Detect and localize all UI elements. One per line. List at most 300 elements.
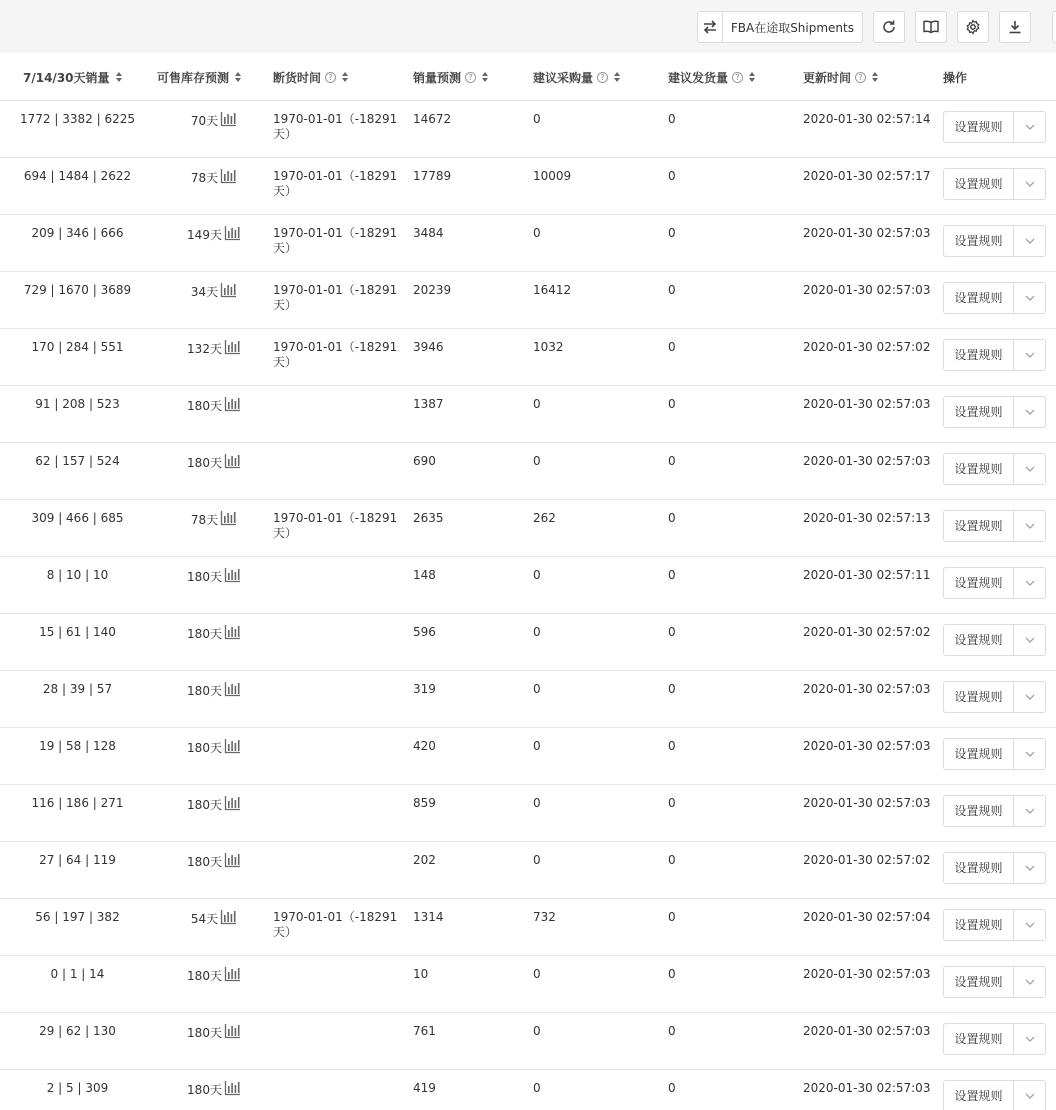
stock-cell	[155, 738, 273, 757]
ship-cell: 0	[668, 568, 676, 582]
table-row	[0, 329, 1056, 386]
stock-cell	[155, 453, 273, 472]
column-header-label: 可售库存预测	[157, 70, 230, 85]
chevron-down-icon	[1025, 808, 1035, 814]
rule-dropdown-button[interactable]	[1014, 625, 1045, 655]
set-rule-label: 设置规则	[954, 461, 1003, 476]
rule-dropdown-button[interactable]	[1014, 853, 1045, 883]
ship-cell: 0	[668, 169, 676, 183]
rule-button-group	[943, 795, 1046, 827]
stock-cell	[155, 396, 273, 415]
bar-chart-icon[interactable]	[224, 567, 241, 583]
purchase-cell: 10009	[533, 169, 572, 183]
rule-button-group	[943, 681, 1046, 713]
table-row	[0, 557, 1056, 614]
sort-icon[interactable]	[749, 72, 755, 82]
purchase-cell: 262	[533, 511, 556, 525]
purchase-cell: 0	[533, 967, 541, 981]
table-row	[0, 842, 1056, 899]
forecast-cell: 596	[413, 625, 436, 639]
set-rule-label: 设置规则	[954, 974, 1003, 989]
rule-dropdown-button[interactable]	[1014, 226, 1045, 256]
sales-cell: 19 | 58 | 128	[39, 739, 116, 753]
fba-shipments-button[interactable]	[722, 12, 862, 42]
purchase-cell: 0	[533, 454, 541, 468]
bar-chart-icon[interactable]	[224, 966, 241, 982]
chevron-down-icon	[1025, 979, 1035, 985]
help-circle-icon[interactable]: ?	[465, 72, 476, 83]
sales-cell: 0 | 1 | 14	[50, 967, 105, 981]
forecast-cell: 420	[413, 739, 436, 753]
column-header-stockout[interactable]	[273, 53, 348, 101]
ship-cell: 0	[668, 112, 676, 126]
stock-days: 78天	[190, 171, 219, 185]
table-row	[0, 614, 1056, 671]
bar-chart-icon[interactable]	[220, 111, 237, 127]
fba-shipments-button-group	[697, 11, 863, 43]
help-circle-icon[interactable]: ?	[732, 72, 743, 83]
forecast-cell: 17789	[413, 169, 452, 183]
chevron-down-icon	[1025, 466, 1035, 472]
rule-dropdown-button[interactable]	[1014, 682, 1045, 712]
rule-button-group	[943, 738, 1046, 770]
sales-cell: 15 | 61 | 140	[39, 625, 116, 639]
rule-button-group	[943, 567, 1046, 599]
table-row	[0, 671, 1056, 728]
swap-icon	[702, 19, 718, 35]
stock-days: 180天	[187, 684, 222, 698]
stockout-cell: 1970-01-01（-18291天）	[273, 226, 398, 255]
purchase-cell: 0	[533, 625, 541, 639]
stockout-cell: 1970-01-01（-18291天）	[273, 511, 398, 540]
set-rule-label: 设置规则	[954, 803, 1003, 818]
ship-cell: 0	[668, 226, 676, 240]
chevron-down-icon	[1025, 409, 1035, 415]
stock-days: 180天	[187, 855, 222, 869]
refresh-icon	[881, 19, 897, 35]
table-row	[0, 500, 1056, 557]
set-rule-label: 设置规则	[954, 119, 1003, 134]
column-header-actions	[943, 53, 967, 101]
table-row	[0, 1070, 1056, 1110]
forecast-cell: 20239	[413, 283, 452, 297]
set-rule-button[interactable]	[944, 739, 1014, 769]
stock-cell	[155, 282, 273, 301]
set-rule-button[interactable]	[944, 1024, 1014, 1054]
sales-cell: 29 | 62 | 130	[39, 1024, 116, 1038]
stockout-cell: 1970-01-01（-18291天）	[273, 283, 398, 312]
set-rule-button[interactable]	[944, 625, 1014, 655]
rule-dropdown-button[interactable]	[1014, 967, 1045, 997]
sort-icon[interactable]	[872, 72, 878, 82]
bar-chart-icon[interactable]	[224, 795, 241, 811]
download-icon	[1007, 19, 1023, 35]
stock-days: 149天	[187, 228, 222, 242]
stock-cell	[155, 966, 273, 985]
ship-cell: 0	[668, 340, 676, 354]
purchase-cell: 732	[533, 910, 556, 924]
rule-dropdown-button[interactable]	[1014, 739, 1045, 769]
stock-cell	[155, 510, 273, 529]
stock-cell	[155, 168, 273, 187]
forecast-cell: 10	[413, 967, 429, 981]
rule-dropdown-button[interactable]	[1014, 397, 1045, 427]
rule-button-group	[943, 909, 1046, 941]
column-header-label: 建议发货量	[668, 70, 729, 85]
sales-cell: 116 | 186 | 271	[31, 796, 124, 810]
chevron-down-icon	[1025, 1036, 1035, 1042]
table-row	[0, 899, 1056, 956]
forecast-cell: 761	[413, 1024, 436, 1038]
sort-icon[interactable]	[614, 72, 620, 82]
updated-cell: 2020-01-30 02:57:02	[803, 340, 931, 354]
set-rule-label: 设置规则	[954, 233, 1003, 248]
bar-chart-icon[interactable]	[220, 168, 237, 184]
column-header-ship[interactable]	[668, 53, 755, 101]
bar-chart-icon[interactable]	[224, 852, 241, 868]
ship-cell: 0	[668, 1024, 676, 1038]
sales-cell: 170 | 284 | 551	[31, 340, 124, 354]
sales-cell: 27 | 64 | 119	[39, 853, 116, 867]
column-header-label: 断货时间	[273, 70, 322, 85]
stock-days: 34天	[190, 285, 219, 299]
chevron-down-icon	[1025, 238, 1035, 244]
bar-chart-icon[interactable]	[220, 510, 237, 526]
updated-cell: 2020-01-30 02:57:03	[803, 739, 931, 753]
bar-chart-icon[interactable]	[224, 453, 241, 469]
sales-cell: 56 | 197 | 382	[35, 910, 120, 924]
set-rule-button[interactable]	[944, 910, 1014, 940]
table-row	[0, 728, 1056, 785]
table-row	[0, 158, 1056, 215]
set-rule-button[interactable]	[944, 568, 1014, 598]
set-rule-button[interactable]	[944, 967, 1014, 997]
forecast-cell: 419	[413, 1081, 436, 1095]
manual-button[interactable]	[915, 11, 947, 43]
stockout-cell: 1970-01-01（-18291天）	[273, 169, 398, 198]
swap-button[interactable]	[698, 12, 722, 42]
bar-chart-icon[interactable]	[224, 225, 241, 241]
column-header-label: 操作	[943, 70, 968, 85]
updated-cell: 2020-01-30 02:57:03	[803, 226, 931, 240]
rule-button-group	[943, 510, 1046, 542]
purchase-cell: 0	[533, 682, 541, 696]
stock-days: 180天	[187, 456, 222, 470]
set-rule-button[interactable]	[944, 340, 1014, 370]
table-row	[0, 386, 1056, 443]
forecast-cell: 3946	[413, 340, 444, 354]
gear-icon	[965, 19, 981, 35]
purchase-cell: 1032	[533, 340, 564, 354]
rule-dropdown-button[interactable]	[1014, 454, 1045, 484]
rule-button-group	[943, 111, 1046, 143]
stock-cell	[155, 111, 273, 130]
stock-cell	[155, 1080, 273, 1099]
sales-cell: 2 | 5 | 309	[46, 1081, 109, 1095]
purchase-cell: 0	[533, 739, 541, 753]
updated-cell: 2020-01-30 02:57:17	[803, 169, 931, 183]
stock-cell	[155, 909, 273, 928]
rule-button-group	[943, 624, 1046, 656]
stock-cell	[155, 1023, 273, 1042]
bar-chart-icon[interactable]	[224, 1023, 241, 1039]
chevron-down-icon	[1025, 751, 1035, 757]
sales-cell: 1772 | 3382 | 6225	[20, 112, 135, 126]
forecast-cell: 3484	[413, 226, 444, 240]
stock-days: 180天	[187, 798, 222, 812]
stockout-cell: 1970-01-01（-18291天）	[273, 910, 398, 939]
stock-cell	[155, 681, 273, 700]
table-header	[0, 53, 1056, 101]
purchase-cell: 16412	[533, 283, 572, 297]
column-header-purchase[interactable]	[533, 53, 620, 101]
bar-chart-icon[interactable]	[224, 339, 241, 355]
purchase-cell: 0	[533, 1081, 541, 1095]
purchase-cell: 0	[533, 796, 541, 810]
stock-cell	[155, 339, 273, 358]
stock-days: 180天	[187, 1026, 222, 1040]
column-header-label: 建议采购量	[533, 70, 594, 85]
chevron-down-icon	[1025, 124, 1035, 130]
column-header-label: 销量预测	[413, 70, 462, 85]
forecast-cell: 1387	[413, 397, 444, 411]
rule-button-group	[943, 396, 1046, 428]
sales-cell: 729 | 1670 | 3689	[23, 283, 132, 297]
ship-cell: 0	[668, 910, 676, 924]
rule-dropdown-button[interactable]	[1014, 910, 1045, 940]
ship-cell: 0	[668, 739, 676, 753]
forecast-cell: 14672	[413, 112, 452, 126]
forecast-cell: 859	[413, 796, 436, 810]
rule-dropdown-button[interactable]	[1014, 1024, 1045, 1054]
set-rule-label: 设置规则	[954, 746, 1003, 761]
purchase-cell: 0	[533, 226, 541, 240]
table-row	[0, 956, 1056, 1013]
purchase-cell: 0	[533, 1024, 541, 1038]
stock-cell	[155, 624, 273, 643]
purchase-cell: 0	[533, 112, 541, 126]
chevron-down-icon	[1025, 181, 1035, 187]
help-circle-icon[interactable]: ?	[855, 72, 866, 83]
forecast-cell: 202	[413, 853, 436, 867]
help-circle-icon[interactable]: ?	[325, 72, 336, 83]
rule-dropdown-button[interactable]	[1014, 112, 1045, 142]
chevron-down-icon	[1025, 523, 1035, 529]
sales-cell: 28 | 39 | 57	[42, 682, 113, 696]
sales-cell: 91 | 208 | 523	[35, 397, 120, 411]
rule-dropdown-button[interactable]	[1014, 169, 1045, 199]
set-rule-label: 设置规则	[954, 632, 1003, 647]
updated-cell: 2020-01-30 02:57:02	[803, 853, 931, 867]
rule-button-group	[943, 966, 1046, 998]
rule-button-group	[943, 168, 1046, 200]
set-rule-button[interactable]	[944, 226, 1014, 256]
chevron-down-icon	[1025, 1093, 1035, 1099]
rule-button-group	[943, 339, 1046, 371]
stock-days: 54天	[190, 912, 219, 926]
stock-days: 70天	[190, 114, 219, 128]
stock-days: 180天	[187, 741, 222, 755]
ship-cell: 0	[668, 283, 676, 297]
set-rule-label: 设置规则	[954, 1088, 1003, 1103]
rule-button-group	[943, 852, 1046, 884]
stock-days: 180天	[187, 1083, 222, 1097]
set-rule-label: 设置规则	[954, 1031, 1003, 1046]
rule-button-group	[943, 453, 1046, 485]
updated-cell: 2020-01-30 02:57:03	[803, 397, 931, 411]
column-header-label: 更新时间	[803, 70, 852, 85]
column-header-forecast[interactable]	[413, 53, 488, 101]
sort-icon[interactable]	[482, 72, 488, 82]
rule-dropdown-button[interactable]	[1014, 340, 1045, 370]
updated-cell: 2020-01-30 02:57:03	[803, 967, 931, 981]
stock-days: 180天	[187, 570, 222, 584]
ship-cell: 0	[668, 511, 676, 525]
set-rule-label: 设置规则	[954, 404, 1003, 419]
forecast-cell: 2635	[413, 511, 444, 525]
sort-icon[interactable]	[235, 72, 241, 82]
sales-cell: 309 | 466 | 685	[31, 511, 124, 525]
table-row	[0, 443, 1056, 500]
column-header-sales[interactable]	[23, 53, 122, 101]
set-rule-button[interactable]	[944, 511, 1014, 541]
updated-cell: 2020-01-30 02:57:13	[803, 511, 931, 525]
rule-button-group	[943, 1080, 1046, 1110]
sort-icon[interactable]	[342, 72, 348, 82]
table-row	[0, 272, 1056, 329]
rule-dropdown-button[interactable]	[1014, 1081, 1045, 1110]
updated-cell: 2020-01-30 02:57:03	[803, 682, 931, 696]
stock-days: 132天	[187, 342, 222, 356]
sales-cell: 8 | 10 | 10	[46, 568, 109, 582]
table-row	[0, 101, 1056, 158]
column-header-stock[interactable]	[157, 53, 241, 101]
set-rule-label: 设置规则	[954, 575, 1003, 590]
rule-dropdown-button[interactable]	[1014, 283, 1045, 313]
bar-chart-icon[interactable]	[220, 909, 237, 925]
table-row	[0, 215, 1056, 272]
rule-button-group	[943, 1023, 1046, 1055]
forecast-cell: 319	[413, 682, 436, 696]
updated-cell: 2020-01-30 02:57:03	[803, 454, 931, 468]
stock-cell	[155, 567, 273, 586]
purchase-cell: 0	[533, 853, 541, 867]
set-rule-button[interactable]	[944, 169, 1014, 199]
rule-dropdown-button[interactable]	[1014, 511, 1045, 541]
chevron-down-icon	[1025, 694, 1035, 700]
updated-cell: 2020-01-30 02:57:03	[803, 283, 931, 297]
toolbar	[0, 0, 1056, 53]
forecast-cell: 690	[413, 454, 436, 468]
help-circle-icon[interactable]: ?	[597, 72, 608, 83]
sales-cell: 209 | 346 | 666	[31, 226, 124, 240]
sales-cell: 694 | 1484 | 2622	[23, 169, 132, 183]
bar-chart-icon[interactable]	[224, 624, 241, 640]
forecast-cell: 148	[413, 568, 436, 582]
updated-cell: 2020-01-30 02:57:14	[803, 112, 931, 126]
fba-shipments-label: FBA在途取Shipments	[730, 20, 854, 35]
table-row	[0, 1013, 1056, 1070]
stockout-cell: 1970-01-01（-18291天）	[273, 340, 398, 369]
updated-cell: 2020-01-30 02:57:11	[803, 568, 931, 582]
set-rule-button[interactable]	[944, 283, 1014, 313]
bar-chart-icon[interactable]	[224, 1080, 241, 1096]
table-body	[0, 101, 1056, 1110]
column-header-updated[interactable]	[803, 53, 878, 101]
updated-cell: 2020-01-30 02:57:03	[803, 1024, 931, 1038]
bar-chart-icon[interactable]	[224, 738, 241, 754]
updated-cell: 2020-01-30 02:57:03	[803, 1081, 931, 1095]
download-button[interactable]	[999, 11, 1031, 43]
chevron-down-icon	[1025, 922, 1035, 928]
sort-icon[interactable]	[116, 72, 122, 82]
sales-cell: 62 | 157 | 524	[35, 454, 120, 468]
bar-chart-icon[interactable]	[224, 396, 241, 412]
updated-cell: 2020-01-30 02:57:02	[803, 625, 931, 639]
toolbar-overflow-button[interactable]	[1052, 11, 1056, 43]
updated-cell: 2020-01-30 02:57:03	[803, 796, 931, 810]
stock-cell	[155, 795, 273, 814]
set-rule-label: 设置规则	[954, 518, 1003, 533]
set-rule-label: 设置规则	[954, 290, 1003, 305]
column-header-label: 7/14/30天销量	[23, 70, 110, 85]
stock-cell	[155, 852, 273, 871]
updated-cell: 2020-01-30 02:57:04	[803, 910, 931, 924]
chevron-down-icon	[1025, 637, 1035, 643]
stock-days: 180天	[187, 627, 222, 641]
settings-button[interactable]	[957, 11, 989, 43]
set-rule-button[interactable]	[944, 112, 1014, 142]
chevron-down-icon	[1025, 865, 1035, 871]
set-rule-button[interactable]	[944, 796, 1014, 826]
set-rule-label: 设置规则	[954, 689, 1003, 704]
rule-dropdown-button[interactable]	[1014, 568, 1045, 598]
bar-chart-icon[interactable]	[224, 681, 241, 697]
ship-cell: 0	[668, 682, 676, 696]
table-row	[0, 785, 1056, 842]
set-rule-button[interactable]	[944, 454, 1014, 484]
purchase-cell: 0	[533, 568, 541, 582]
ship-cell: 0	[668, 1081, 676, 1095]
stockout-cell: 1970-01-01（-18291天）	[273, 112, 398, 141]
set-rule-button[interactable]	[944, 1081, 1014, 1110]
set-rule-label: 设置规则	[954, 347, 1003, 362]
forecast-cell: 1314	[413, 910, 444, 924]
rule-dropdown-button[interactable]	[1014, 796, 1045, 826]
ship-cell: 0	[668, 967, 676, 981]
set-rule-label: 设置规则	[954, 860, 1003, 875]
stock-days: 180天	[187, 399, 222, 413]
rule-button-group	[943, 225, 1046, 257]
bar-chart-icon[interactable]	[220, 282, 237, 298]
rule-button-group	[943, 282, 1046, 314]
set-rule-button[interactable]	[944, 397, 1014, 427]
purchase-cell: 0	[533, 397, 541, 411]
ship-cell: 0	[668, 397, 676, 411]
book-icon	[922, 19, 940, 35]
ship-cell: 0	[668, 454, 676, 468]
set-rule-label: 设置规则	[954, 176, 1003, 191]
set-rule-label: 设置规则	[954, 917, 1003, 932]
stock-cell	[155, 225, 273, 244]
refresh-button[interactable]	[873, 11, 905, 43]
set-rule-button[interactable]	[944, 853, 1014, 883]
chevron-down-icon	[1025, 295, 1035, 301]
stock-days: 180天	[187, 969, 222, 983]
set-rule-button[interactable]	[944, 682, 1014, 712]
chevron-down-icon	[1025, 352, 1035, 358]
ship-cell: 0	[668, 796, 676, 810]
